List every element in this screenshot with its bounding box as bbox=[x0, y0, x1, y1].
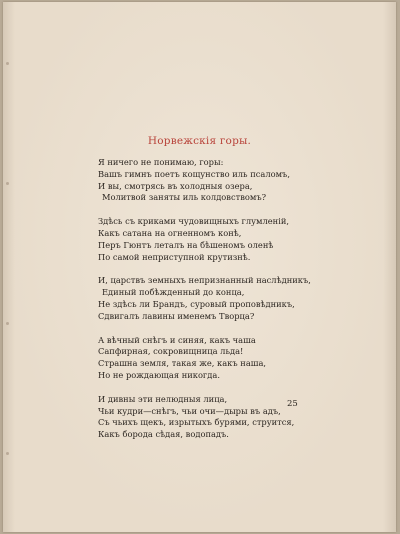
binding-hole bbox=[6, 322, 9, 325]
binding-holes bbox=[5, 2, 11, 532]
poem-line: Перъ Гюнтъ леталъ на бѣшеномъ оленѣ bbox=[98, 239, 274, 250]
poem-line: Съ чьихъ щекъ, изрытыхъ бурями, струится, bbox=[98, 417, 295, 428]
page-number: 25 bbox=[287, 399, 298, 409]
poem-line: Здѣсь съ криками чудовищныхъ глумленiй, bbox=[98, 216, 290, 227]
poem-line: По самой неприступной крутизнѣ. bbox=[98, 251, 251, 262]
poem-line: И дивны эти нелюдныя лица, bbox=[98, 393, 228, 404]
stanza bbox=[98, 335, 311, 382]
binding-hole bbox=[6, 62, 9, 65]
binding-hole bbox=[6, 452, 9, 455]
poem-title: Норвежскiя горы. bbox=[147, 135, 252, 147]
poem-line: Какъ сатана на огненномъ конѣ, bbox=[98, 227, 242, 238]
poem-line: Единый побѣжденный до конца, bbox=[102, 287, 245, 298]
poem-line: Какъ борода сѣдая, водопадъ. bbox=[98, 429, 229, 440]
stanza bbox=[98, 216, 311, 263]
poem-line: Но не рождающая никогда. bbox=[98, 369, 220, 380]
stanza bbox=[98, 157, 311, 204]
poem-line: И вы, смотрясь въ холодныя озера, bbox=[98, 180, 253, 191]
poem-line: Не здѣсь ли Брандъ, суровый проповѣдникъ, bbox=[98, 298, 295, 309]
poem-line: Вашъ гимнъ поетъ кощунство иль псаломъ, bbox=[98, 168, 290, 179]
poem-line: Молитвой заняты иль колдовствомъ? bbox=[102, 192, 267, 203]
book-page bbox=[3, 2, 396, 532]
poem-body bbox=[98, 157, 311, 453]
stanza bbox=[98, 394, 311, 441]
poem-line: Страшна земля, такая же, какъ наша, bbox=[98, 358, 267, 369]
stanza bbox=[98, 275, 311, 322]
poem-line: Сдвигалъ лавины именемъ Творца? bbox=[98, 310, 255, 321]
poem-line: Я ничего не понимаю, горы: bbox=[98, 157, 224, 167]
poem-line: И, царствъ земныхъ непризнанный наслѣдникъ, bbox=[98, 275, 311, 286]
poem-line: Чьи кудри—снѣгъ, чьи очи—дыры въ адъ, bbox=[98, 405, 281, 416]
poem-line: Сапфирная, сокровищница льда! bbox=[98, 346, 244, 357]
poem-line: А вѣчный снѣгъ и синяя, какъ чаша bbox=[98, 334, 256, 345]
binding-hole bbox=[6, 182, 9, 185]
